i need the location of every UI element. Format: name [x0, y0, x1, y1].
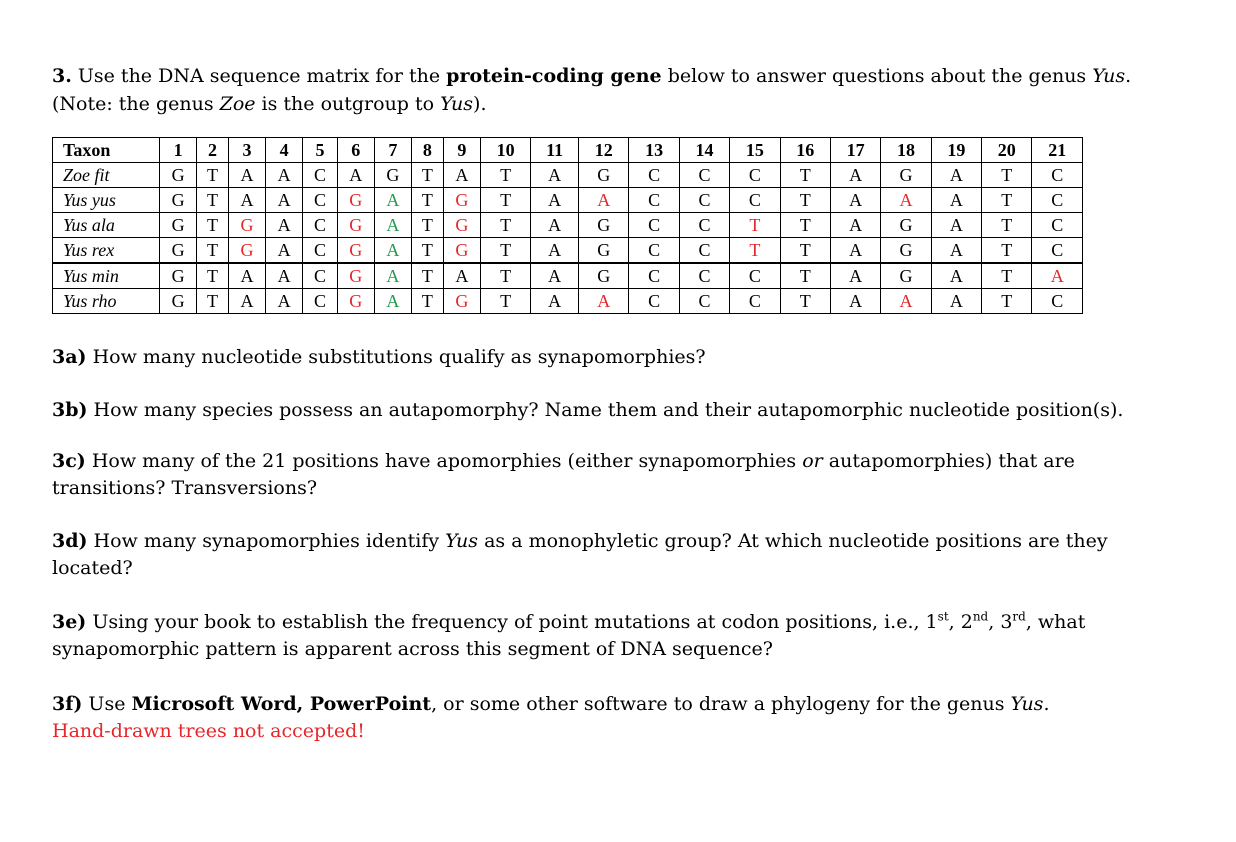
position-header: 13: [629, 138, 679, 163]
nucleotide-cell: T: [780, 213, 830, 238]
taxon-row: [53, 263, 1083, 289]
nucleotide-cell: G: [160, 213, 197, 238]
nucleotide-cell: C: [730, 188, 780, 213]
taxon-row: [53, 238, 1083, 264]
matrix-body: [53, 163, 1083, 314]
position-header: 9: [443, 138, 480, 163]
position-header: 18: [881, 138, 931, 163]
dna-sequence-matrix: [52, 137, 1083, 314]
question-3d-label: 3d): [52, 530, 88, 552]
note-genus: Yus: [440, 93, 474, 115]
nucleotide-cell: C: [679, 213, 729, 238]
question-3f-text-c: .: [1043, 693, 1050, 715]
nucleotide-cell: T: [411, 289, 443, 314]
nucleotide-cell: A: [531, 289, 579, 314]
question-3e-text-a: Using your book to establish the frequency of point mutations at codon positions, i.e., 1: [86, 611, 938, 633]
position-header: 10: [480, 138, 530, 163]
question-3e-text-b: , 2: [948, 611, 973, 633]
question-3e-sup-3: rd: [1012, 609, 1026, 624]
position-header: 19: [931, 138, 981, 163]
nucleotide-cell: A: [579, 289, 629, 314]
nucleotide-cell: A: [531, 188, 579, 213]
nucleotide-cell: C: [1032, 213, 1083, 238]
position-header: 14: [679, 138, 729, 163]
question-3c-text-b: autapomorphies) that are: [822, 450, 1075, 472]
nucleotide-cell: A: [830, 263, 880, 289]
nucleotide-cell: G: [160, 238, 197, 264]
position-header: 20: [982, 138, 1032, 163]
nucleotide-cell: T: [197, 289, 229, 314]
nucleotide-cell: C: [629, 263, 679, 289]
nucleotide-cell: C: [303, 238, 338, 264]
nucleotide-cell: C: [679, 238, 729, 264]
nucleotide-cell: G: [443, 289, 480, 314]
nucleotide-cell: T: [197, 188, 229, 213]
nucleotide-cell: A: [531, 238, 579, 264]
question-3f-text-a: Use: [82, 693, 132, 715]
nucleotide-cell: G: [337, 188, 374, 213]
question-number: 3.: [52, 65, 72, 87]
nucleotide-cell: G: [881, 238, 931, 264]
question-3f-software: Microsoft Word, PowerPoint: [131, 693, 432, 715]
nucleotide-cell: T: [411, 188, 443, 213]
nucleotide-cell: C: [629, 163, 679, 188]
question-3d-genus: Yus: [445, 530, 479, 552]
taxon-row: [53, 289, 1083, 314]
nucleotide-cell: T: [982, 289, 1032, 314]
nucleotide-cell: C: [679, 263, 729, 289]
nucleotide-cell: A: [931, 213, 981, 238]
position-header: 21: [1032, 138, 1083, 163]
intro-text-a: Use the DNA sequence matrix for the: [71, 65, 447, 87]
questions-block: [52, 344, 1202, 745]
question-3c-label: 3c): [52, 450, 86, 472]
taxon-row: [53, 188, 1083, 213]
note-outgroup: Zoe: [219, 93, 256, 115]
position-header: 8: [411, 138, 443, 163]
position-header: 3: [228, 138, 265, 163]
nucleotide-cell: T: [197, 263, 229, 289]
nucleotide-cell: A: [374, 263, 411, 289]
nucleotide-cell: T: [780, 163, 830, 188]
nucleotide-cell: G: [443, 188, 480, 213]
nucleotide-cell: T: [480, 263, 530, 289]
nucleotide-cell: A: [931, 188, 981, 213]
position-header: 2: [197, 138, 229, 163]
nucleotide-cell: A: [931, 263, 981, 289]
question-3b-text: How many species possess an autapomorphy? Name them and their autapomorphic nucleotide position(s).: [87, 399, 1124, 421]
nucleotide-cell: A: [830, 163, 880, 188]
taxon-name: Zoe fit: [53, 163, 160, 188]
nucleotide-cell: T: [197, 213, 229, 238]
nucleotide-cell: A: [337, 163, 374, 188]
question-3e: [52, 609, 1202, 663]
question-3a-label: 3a): [52, 346, 87, 368]
nucleotide-cell: A: [931, 163, 981, 188]
taxon-name: Yus min: [53, 263, 160, 289]
nucleotide-cell: A: [830, 289, 880, 314]
nucleotide-cell: C: [1032, 238, 1083, 264]
position-header: 12: [579, 138, 629, 163]
nucleotide-cell: T: [411, 238, 443, 264]
position-header: 5: [303, 138, 338, 163]
nucleotide-cell: G: [337, 238, 374, 264]
nucleotide-cell: C: [629, 289, 679, 314]
nucleotide-cell: C: [1032, 289, 1083, 314]
position-header: 6: [337, 138, 374, 163]
nucleotide-cell: A: [266, 213, 303, 238]
nucleotide-cell: A: [443, 263, 480, 289]
nucleotide-cell: G: [337, 263, 374, 289]
question-3c-or: or: [802, 450, 823, 472]
nucleotide-cell: G: [579, 163, 629, 188]
nucleotide-cell: A: [830, 188, 880, 213]
intro-bold-term: protein-coding gene: [446, 65, 662, 87]
nucleotide-cell: A: [931, 238, 981, 264]
nucleotide-cell: A: [830, 213, 880, 238]
nucleotide-cell: A: [266, 188, 303, 213]
nucleotide-cell: C: [679, 163, 729, 188]
question-3f-genus: Yus: [1010, 693, 1044, 715]
nucleotide-cell: C: [303, 213, 338, 238]
nucleotide-cell: C: [679, 188, 729, 213]
question-3e-text-c: , 3: [988, 611, 1013, 633]
nucleotide-cell: T: [982, 163, 1032, 188]
nucleotide-cell: C: [303, 263, 338, 289]
nucleotide-cell: C: [629, 188, 679, 213]
question-3e-sup-2: nd: [972, 609, 989, 624]
position-header: 16: [780, 138, 830, 163]
taxon-name: Yus rex: [53, 238, 160, 264]
taxon-row: [53, 163, 1083, 188]
question-3b: [52, 397, 1202, 424]
nucleotide-cell: A: [228, 289, 265, 314]
nucleotide-cell: G: [337, 289, 374, 314]
nucleotide-cell: C: [730, 163, 780, 188]
position-header: 7: [374, 138, 411, 163]
nucleotide-cell: T: [480, 238, 530, 264]
nucleotide-cell: T: [411, 213, 443, 238]
question-3f: [52, 691, 1202, 745]
taxon-name: Yus yus: [53, 188, 160, 213]
nucleotide-cell: A: [579, 188, 629, 213]
intro-text-b: below to answer questions about the genus: [661, 65, 1093, 87]
nucleotide-cell: T: [480, 163, 530, 188]
position-header: 1: [160, 138, 197, 163]
nucleotide-cell: T: [780, 188, 830, 213]
question-3d: [52, 528, 1202, 582]
nucleotide-cell: G: [228, 213, 265, 238]
question-3c-text-a: How many of the 21 positions have apomorphies (either synapomorphies: [85, 450, 803, 472]
intro-genus: Yus: [1092, 65, 1126, 87]
nucleotide-cell: G: [881, 263, 931, 289]
nucleotide-cell: A: [531, 263, 579, 289]
nucleotide-cell: C: [679, 289, 729, 314]
nucleotide-cell: A: [830, 238, 880, 264]
nucleotide-cell: T: [780, 289, 830, 314]
nucleotide-cell: G: [579, 213, 629, 238]
nucleotide-cell: C: [1032, 163, 1083, 188]
nucleotide-cell: C: [730, 263, 780, 289]
position-header: 15: [730, 138, 780, 163]
nucleotide-cell: T: [197, 238, 229, 264]
nucleotide-cell: A: [266, 163, 303, 188]
nucleotide-cell: T: [780, 263, 830, 289]
question-3c-text-c: transitions? Transversions?: [52, 477, 318, 499]
question-3a-text: How many nucleotide substitutions qualify as synapomorphies?: [86, 346, 706, 368]
nucleotide-cell: A: [266, 263, 303, 289]
nucleotide-cell: T: [982, 188, 1032, 213]
taxon-row: [53, 213, 1083, 238]
nucleotide-cell: T: [197, 163, 229, 188]
nucleotide-cell: T: [730, 213, 780, 238]
nucleotide-cell: A: [531, 213, 579, 238]
question-3d-text-c: located?: [52, 557, 133, 579]
question-3e-sup-1: st: [937, 609, 949, 624]
nucleotide-cell: G: [881, 213, 931, 238]
note-text-a: (Note: the genus: [52, 93, 220, 115]
nucleotide-cell: G: [160, 289, 197, 314]
nucleotide-cell: A: [881, 289, 931, 314]
nucleotide-cell: G: [160, 163, 197, 188]
nucleotide-cell: G: [160, 263, 197, 289]
nucleotide-cell: G: [374, 163, 411, 188]
nucleotide-cell: G: [160, 188, 197, 213]
taxon-header: Taxon: [53, 138, 160, 163]
nucleotide-cell: T: [480, 188, 530, 213]
nucleotide-cell: A: [228, 163, 265, 188]
taxon-name: Yus ala: [53, 213, 160, 238]
matrix-header-row: [53, 138, 1083, 163]
note-text-b: is the outgroup to: [255, 93, 441, 115]
nucleotide-cell: A: [228, 263, 265, 289]
nucleotide-cell: A: [443, 163, 480, 188]
nucleotide-cell: C: [1032, 188, 1083, 213]
nucleotide-cell: A: [374, 188, 411, 213]
position-header: 11: [531, 138, 579, 163]
question-3f-text-b: , or some other software to draw a phylogeny for the genus: [431, 693, 1011, 715]
nucleotide-cell: G: [337, 213, 374, 238]
position-header: 4: [266, 138, 303, 163]
nucleotide-cell: G: [443, 238, 480, 264]
nucleotide-cell: T: [982, 213, 1032, 238]
nucleotide-cell: T: [730, 238, 780, 264]
nucleotide-cell: C: [629, 213, 679, 238]
nucleotide-cell: A: [531, 163, 579, 188]
nucleotide-cell: G: [443, 213, 480, 238]
nucleotide-cell: G: [228, 238, 265, 264]
nucleotide-cell: C: [730, 289, 780, 314]
nucleotide-cell: A: [266, 238, 303, 264]
question-3a: [52, 344, 1202, 371]
nucleotide-cell: A: [266, 289, 303, 314]
nucleotide-cell: A: [374, 213, 411, 238]
nucleotide-cell: C: [303, 289, 338, 314]
nucleotide-cell: T: [411, 163, 443, 188]
question-3e-text-e: synapomorphic pattern is apparent across this segment of DNA sequence?: [52, 638, 773, 660]
question-3d-text-b: as a monophyletic group? At which nucleotide positions are they: [478, 530, 1108, 552]
nucleotide-cell: A: [228, 188, 265, 213]
nucleotide-cell: A: [1032, 263, 1083, 289]
intro-paragraph: [52, 62, 1202, 118]
nucleotide-cell: A: [374, 238, 411, 264]
nucleotide-cell: A: [881, 188, 931, 213]
nucleotide-cell: C: [629, 238, 679, 264]
question-3c: [52, 448, 1202, 502]
nucleotide-cell: C: [303, 188, 338, 213]
question-3d-text-a: How many synapomorphies identify: [87, 530, 446, 552]
nucleotide-cell: T: [480, 289, 530, 314]
position-header: 17: [830, 138, 880, 163]
nucleotide-cell: T: [480, 213, 530, 238]
nucleotide-cell: C: [303, 163, 338, 188]
nucleotide-cell: A: [931, 289, 981, 314]
nucleotide-cell: T: [982, 238, 1032, 264]
nucleotide-cell: A: [374, 289, 411, 314]
nucleotide-cell: T: [411, 263, 443, 289]
nucleotide-cell: T: [780, 238, 830, 264]
note-text-c: ).: [473, 93, 487, 115]
taxon-name: Yus rho: [53, 289, 160, 314]
question-3e-label: 3e): [52, 611, 87, 633]
intro-text-c: .: [1125, 65, 1132, 87]
nucleotide-cell: T: [982, 263, 1032, 289]
question-3f-label: 3f): [52, 693, 83, 715]
question-3b-label: 3b): [52, 399, 88, 421]
worksheet-page: [52, 62, 1202, 745]
nucleotide-cell: G: [881, 163, 931, 188]
question-3e-text-d: , what: [1025, 611, 1086, 633]
nucleotide-cell: G: [579, 238, 629, 264]
question-3f-warning: Hand-drawn trees not accepted!: [52, 720, 365, 742]
nucleotide-cell: G: [579, 263, 629, 289]
